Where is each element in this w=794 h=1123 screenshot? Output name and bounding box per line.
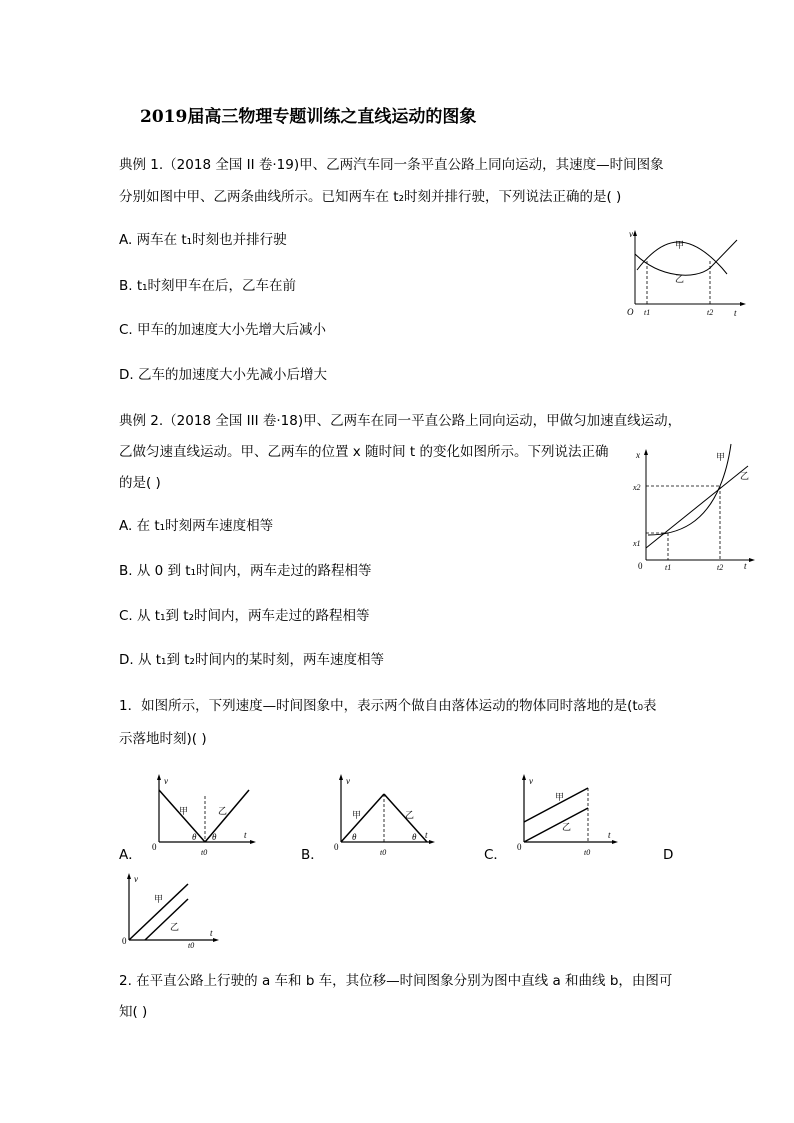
- example2-option-a: A. 在 t₁时刻两车速度相等: [119, 518, 274, 534]
- y-axis-arrow: [127, 873, 131, 879]
- x2-label: x2: [633, 483, 641, 492]
- x-axis-arrow: [749, 558, 755, 562]
- y-axis-label: x: [636, 450, 640, 460]
- y-axis-label: v: [629, 229, 633, 239]
- page-title: 2019届高三物理专题训练之直线运动的图象: [140, 107, 477, 127]
- origin-label: 0: [152, 842, 157, 852]
- angle-right-label: θ: [212, 832, 217, 842]
- example2-option-b: B. 从 0 到 t₁时间内，两车走过的路程相等: [119, 563, 372, 579]
- question1-graph-b: [330, 772, 442, 860]
- example1-line1: 典例 1.（2018 全国 II 卷·19)甲、乙两汽车同一条平直公路上同向运动，其速度—时间图象: [119, 157, 664, 173]
- example2-line2: 乙做匀速直线运动。甲、乙两车的位置 x 随时间 t 的变化如图所示。下列说法正确: [119, 444, 609, 460]
- example1-option-d: D. 乙车的加速度大小先减小后增大: [119, 367, 327, 383]
- line-yi: [524, 808, 588, 842]
- origin-label: O: [627, 307, 634, 317]
- question1-line2: 示落地时刻)( ): [119, 731, 207, 747]
- origin-label: 0: [334, 842, 339, 852]
- x-axis-label: t: [425, 830, 428, 840]
- question1-graph-c: [513, 772, 625, 860]
- t1-label: t1: [644, 308, 651, 317]
- x-axis-arrow: [740, 302, 746, 306]
- line-jia: [129, 884, 188, 940]
- t1-label: t1: [665, 563, 672, 572]
- y-axis-label: v: [134, 874, 138, 884]
- question1-graph-a: [148, 772, 260, 860]
- curve-yi-label: 乙: [675, 274, 685, 284]
- question1-graph-d: [118, 868, 230, 948]
- curve-jia-label: 甲: [675, 240, 685, 250]
- curve-jia-label: 甲: [716, 452, 726, 462]
- y-axis-arrow: [644, 449, 648, 455]
- line-yi-label: 乙: [562, 822, 572, 832]
- t0-label: t0: [584, 848, 591, 857]
- example2-option-d: D. 从 t₁到 t₂时间内的某时刻，两车速度相等: [119, 652, 384, 668]
- example2-line1: 典例 2.（2018 全国 III 卷·18)甲、乙两车在同一平直公路上同向运动，甲做匀加速直线运动，: [119, 413, 682, 429]
- example1-option-b: B. t₁时刻甲车在后，乙车在前: [119, 278, 297, 294]
- example1-vt-figure: [625, 228, 750, 320]
- question1-line1: 1．如图所示，下列速度—时间图象中，表示两个做自由落体运动的物体同时落地的是(t₀表: [119, 698, 657, 714]
- line-jia-label: 甲: [555, 792, 565, 802]
- line-jia-label: 甲: [352, 810, 362, 820]
- x-axis-arrow: [213, 938, 219, 942]
- t0-label: t0: [201, 848, 208, 857]
- y-axis-arrow: [339, 774, 343, 780]
- line-yi-label: 乙: [740, 471, 750, 481]
- origin-label: 0: [517, 842, 522, 852]
- line-jia-label: 甲: [154, 894, 164, 904]
- question1-choice-b[interactable]: B．: [301, 847, 324, 863]
- y-axis-arrow: [633, 230, 637, 236]
- example2-line3: 的是( ): [119, 475, 161, 491]
- y-axis-arrow: [157, 774, 161, 780]
- t2-label: t2: [717, 563, 724, 572]
- curve-yi: [635, 240, 737, 275]
- t2-label: t2: [707, 308, 714, 317]
- line-jia-label: 甲: [179, 806, 189, 816]
- x-axis-arrow: [250, 840, 256, 844]
- line-yi-label: 乙: [170, 922, 180, 932]
- origin-label: 0: [122, 936, 127, 946]
- x-axis-label: t: [744, 561, 747, 571]
- x1-label: x1: [633, 539, 641, 548]
- line-yi-label: 乙: [405, 810, 415, 820]
- x-axis-arrow: [612, 840, 618, 844]
- y-axis-label: v: [346, 776, 350, 786]
- x-axis-label: t: [734, 308, 737, 318]
- angle-left-label: θ: [352, 832, 357, 842]
- angle-right-label: θ: [412, 832, 417, 842]
- example1-option-c: C. 甲车的加速度大小先增大后减小: [119, 322, 327, 338]
- example1-line2: 分别如图中甲、乙两条曲线所示。已知两车在 t₂时刻并排行驶，下列说法正确的是( ): [119, 189, 622, 205]
- t0-label: t0: [188, 941, 195, 950]
- line-yi: [646, 466, 748, 548]
- y-axis-label: v: [164, 776, 168, 786]
- y-axis-label: v: [529, 776, 533, 786]
- y-axis-arrow: [522, 774, 526, 780]
- t0-label: t0: [380, 848, 387, 857]
- x-axis-label: t: [210, 928, 213, 938]
- line-yi-label: 乙: [218, 806, 228, 816]
- question2-line2: 知( ): [119, 1004, 148, 1020]
- line-jia: [159, 790, 205, 842]
- example2-xt-figure: [630, 440, 760, 572]
- question2-line1: 2. 在平直公路上行驶的 a 车和 b 车，其位移—时间图象分别为图中直线 a 和曲线 b，由图可: [119, 973, 673, 989]
- example2-option-c: C. 从 t₁到 t₂时间内，两车走过的路程相等: [119, 608, 370, 624]
- example1-option-a: A. 两车在 t₁时刻也并排行驶: [119, 232, 287, 248]
- question1-choice-d[interactable]: D: [663, 847, 674, 863]
- angle-left-label: θ: [192, 832, 197, 842]
- question1-choice-a[interactable]: A．: [119, 847, 142, 863]
- line-jia: [341, 794, 384, 842]
- x-axis-arrow: [429, 840, 435, 844]
- x-axis-label: t: [244, 830, 247, 840]
- origin-label: 0: [638, 561, 643, 571]
- question1-choice-c[interactable]: C．: [484, 847, 507, 863]
- x-axis-label: t: [608, 830, 611, 840]
